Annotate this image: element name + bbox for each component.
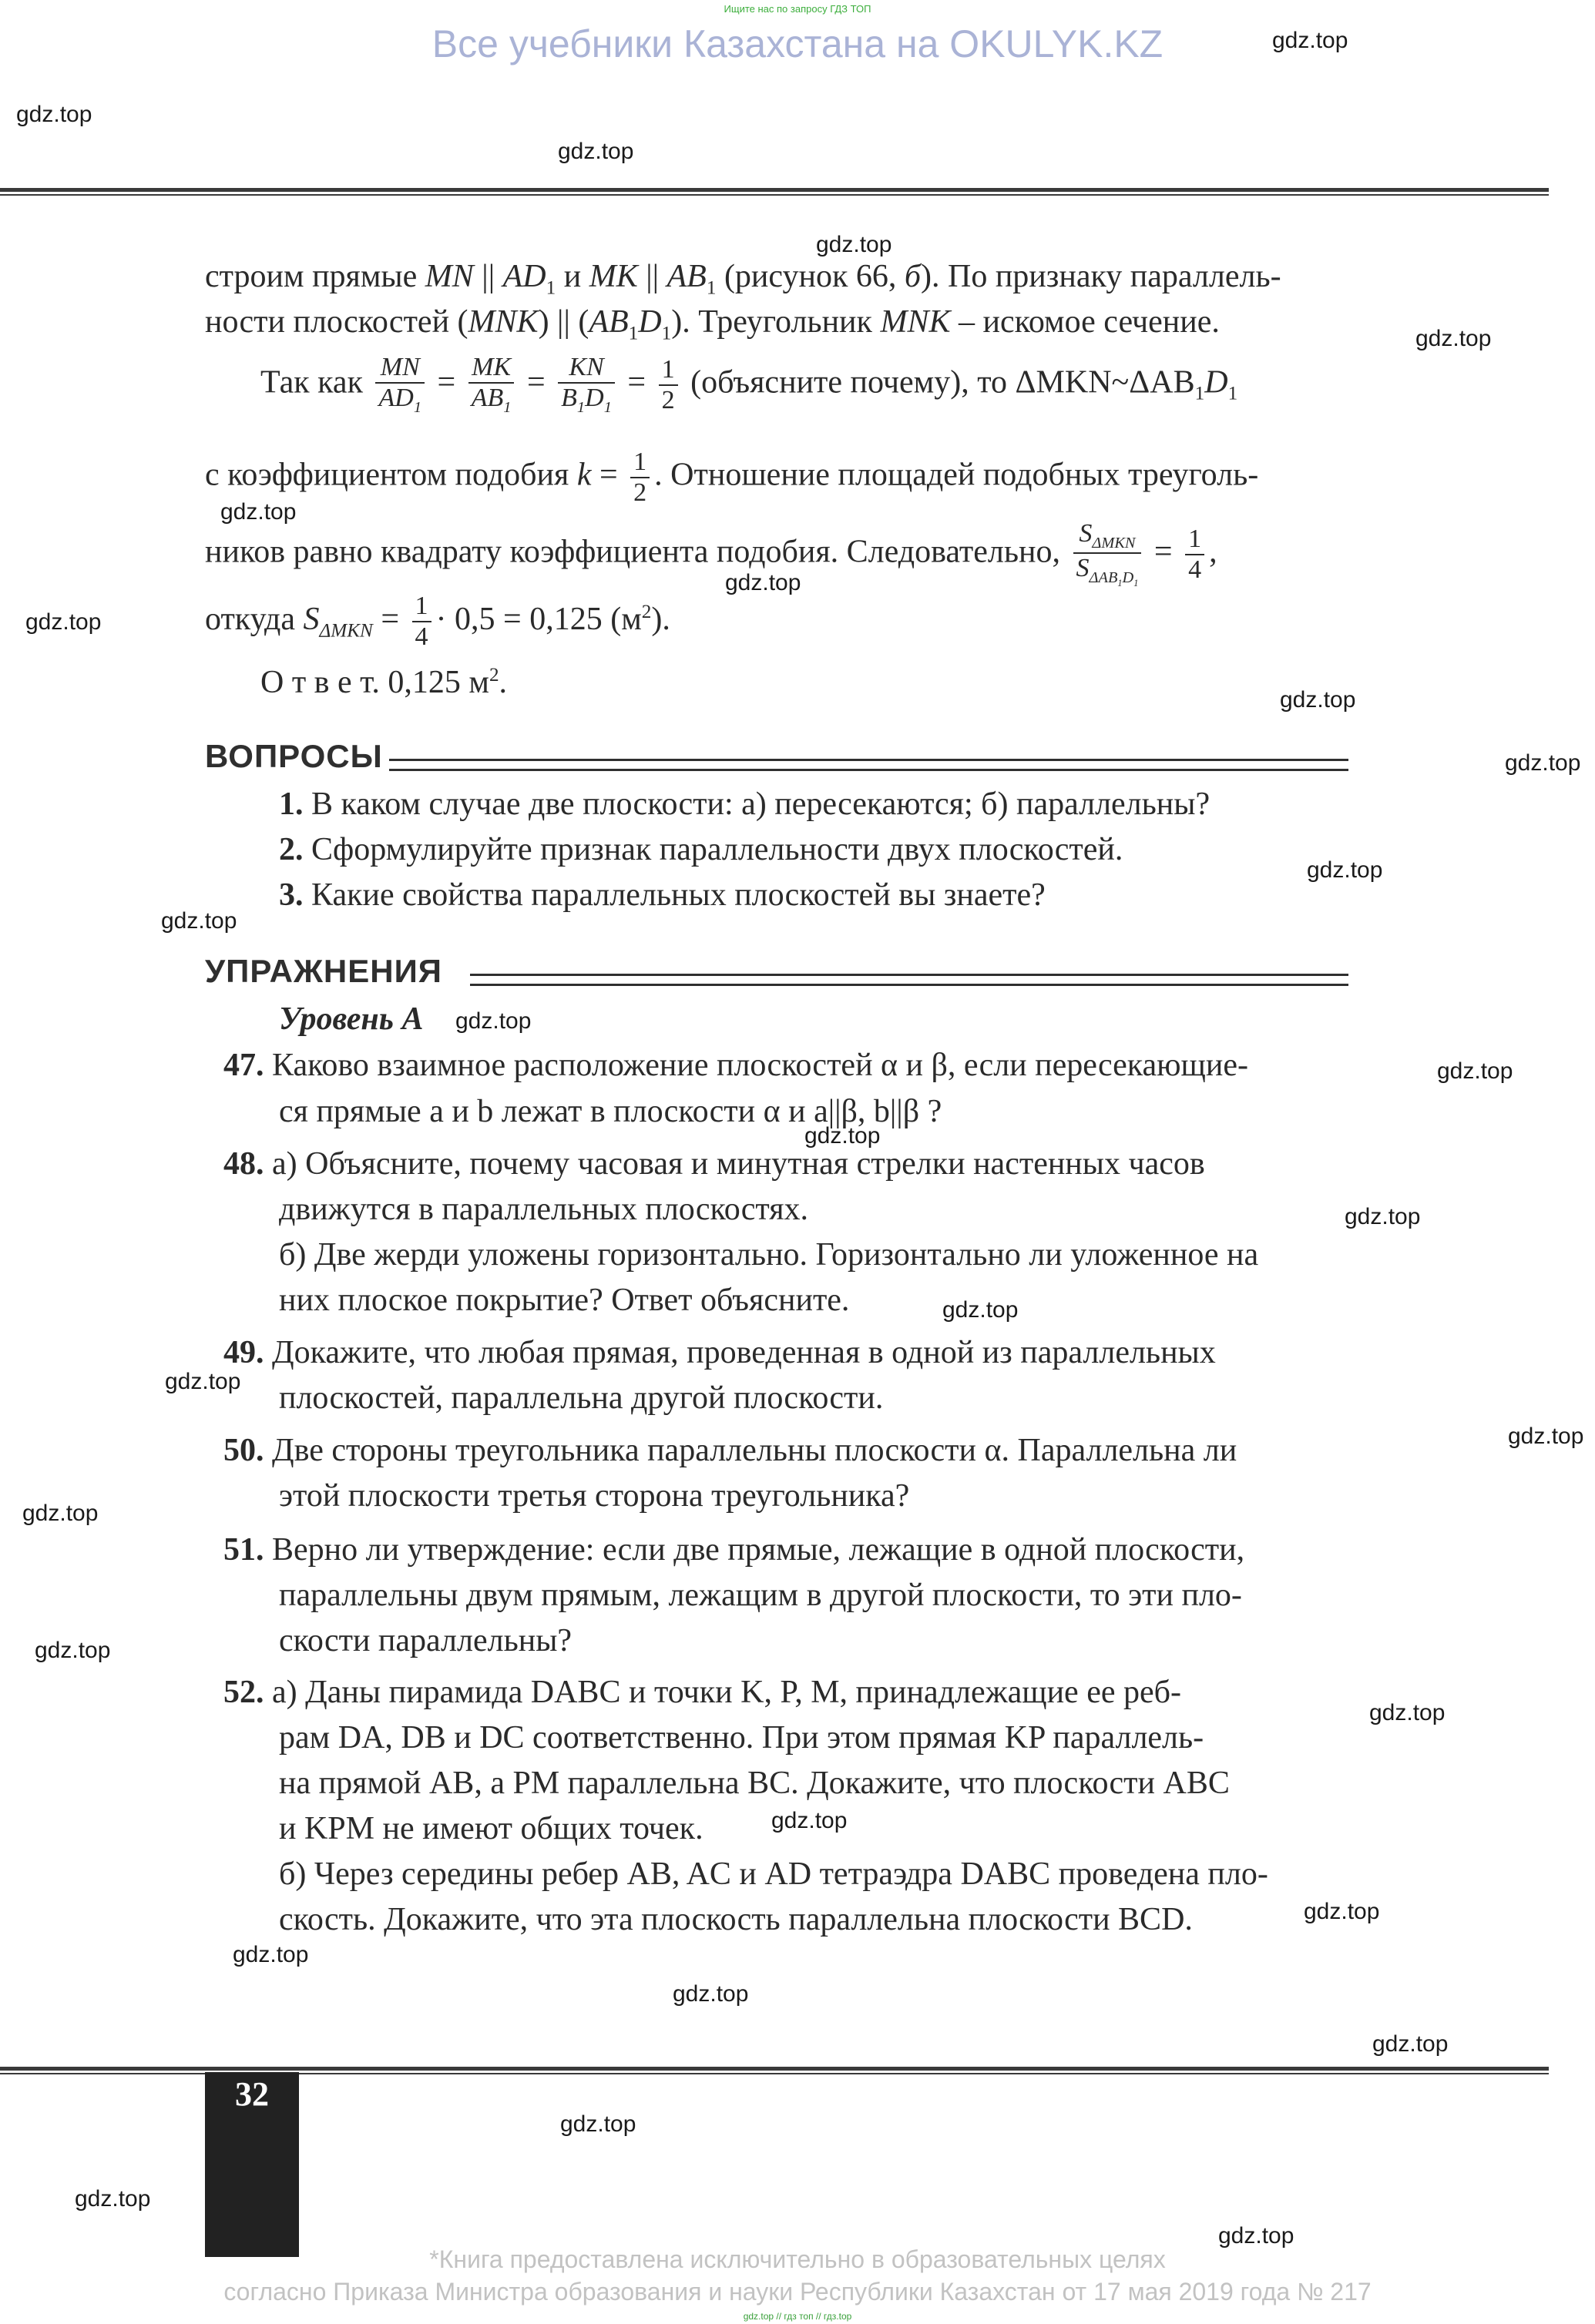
- answer-label: О т в е т.: [260, 665, 380, 700]
- watermark: gdz.top: [455, 1008, 532, 1034]
- watermark: gdz.top: [673, 1981, 749, 2007]
- top-rule-thin: [0, 194, 1549, 196]
- watermark: gdz.top: [1345, 1204, 1421, 1229]
- watermark: gdz.top: [16, 102, 92, 127]
- watermark: gdz.top: [942, 1297, 1019, 1323]
- watermark: gdz.top: [233, 1942, 309, 1967]
- watermark: gdz.top: [1218, 2223, 1294, 2249]
- exercise-48-cont-2: б) Две жерди уложены горизонтально. Горизонтально ли уложенное на: [279, 1237, 1259, 1273]
- watermark: gdz.top: [725, 570, 801, 595]
- exercise-52-cont-5: скость. Докажите, что эта плоскость параллельна плоскости BCD.: [279, 1902, 1193, 1937]
- watermark: gdz.top: [1508, 1424, 1584, 1449]
- watermark: gdz.top: [1437, 1058, 1513, 1084]
- solution-line-1: строим прямые MN || $AD_1$ и MK || $AB_1$ (рисунок 66, б). По признаку параллель-: [205, 259, 1281, 299]
- watermark: gdz.top: [1415, 326, 1492, 351]
- exercise-51-cont-1: параллельны двум прямым, лежащим в другой плоскости, то эти пло-: [279, 1578, 1242, 1613]
- question-3: 3. Какие свойства параллельных плоскостей вы знаете?: [279, 877, 1046, 913]
- questions-heading: ВОПРОСЫ: [205, 738, 383, 774]
- exercise-52-cont-1: рам DA, DB и DC соответственно. При этом прямая KP параллель-: [279, 1720, 1204, 1756]
- watermark: gdz.top: [1307, 857, 1383, 883]
- watermark: gdz.top: [1272, 28, 1348, 53]
- exercise-52-cont-4: б) Через середины ребер AB, AC и AD тетраэдра DABC проведена пло-: [279, 1856, 1268, 1892]
- top-rule: [0, 188, 1549, 192]
- watermark: gdz.top: [560, 2111, 636, 2137]
- watermark: gdz.top: [1505, 750, 1581, 776]
- exercises-heading-rule: [470, 974, 1348, 986]
- solution-line-5: ников равно квадрату коэффициента подобия. Следовательно, $\frac{S_{\Delta MKN}}{S_{\Delta AB_1D_1}}$ = $\frac{1}{4}$ ,: [205, 519, 1217, 589]
- exercise-50: 50. Две стороны треугольника параллельны плоскости α. Параллельна ли: [223, 1433, 1237, 1468]
- solution-line-4: с коэффициентом подобия k = $\frac{1}{2}$ . Отношение площадей подобных треуголь-: [205, 448, 1259, 507]
- exercise-47-cont: ся прямые a и b лежат в плоскости α и a||β, b||β ?: [279, 1094, 942, 1129]
- answer-value: 0,125 м: [388, 665, 489, 700]
- watermark: gdz.top: [816, 232, 892, 257]
- watermark: gdz.top: [1369, 1700, 1446, 1725]
- answer: О т в е т. 0,125 $м^2$.: [260, 665, 508, 700]
- watermark: gdz.top: [804, 1123, 881, 1149]
- exercise-48-cont-3: них плоское покрытие? Ответ объясните.: [279, 1283, 850, 1318]
- solution-line-2: ности плоскостей (MNK) || $(AB_1D_1)$. Треугольник MNK – искомое сечение.: [205, 304, 1220, 344]
- watermark: gdz.top: [771, 1808, 848, 1833]
- footer-line-2: согласно Приказа Министра образования и науки Республики Казахстан от 17 мая 2019 года № 217: [223, 2278, 1372, 2306]
- exercises-heading: УПРАЖНЕНИЯ: [205, 953, 442, 989]
- exercise-49-cont: плоскостей, параллельна другой плоскости.: [279, 1380, 884, 1416]
- footer-line-1: *Книга предоставлена исключительно в образовательных целях: [429, 2245, 1166, 2273]
- questions-heading-rule: [389, 759, 1348, 771]
- watermark: gdz.top: [1372, 2031, 1449, 2057]
- exercise-51-cont-2: скости параллельны?: [279, 1623, 573, 1658]
- site-banner[interactable]: Все учебники Казахстана на OKULYK.KZ: [431, 22, 1164, 65]
- exercise-49: 49. Докажите, что любая прямая, проведенная в одной из параллельных: [223, 1335, 1216, 1370]
- level-label: Уровень А: [279, 1001, 424, 1037]
- bottom-rule: [0, 2067, 1549, 2071]
- exercise-52: 52. а) Даны пирамида DABC и точки K, P, M, принадлежащие ее реб-: [223, 1675, 1181, 1710]
- watermark: gdz.top: [220, 499, 297, 525]
- exercise-52-cont-2: на прямой AB, а PM параллельна BC. Докажите, что плоскости ABC: [279, 1766, 1230, 1801]
- solution-line-6: откуда $S_{\Delta MKN}$ = $\frac{1}{4}$ · 0,5 = 0,125 $(м^2)$.: [205, 592, 670, 652]
- page-number: 32: [235, 2075, 269, 2113]
- exercise-48-cont-1: движутся в параллельных плоскостях.: [279, 1192, 809, 1227]
- watermark: gdz.top: [558, 139, 634, 164]
- watermark: gdz.top: [1304, 1899, 1380, 1924]
- watermark: gdz.top: [22, 1501, 99, 1526]
- question-2: 2. Сформулируйте признак параллельности двух плоскостей.: [279, 832, 1123, 867]
- question-1: 1. В каком случае две плоскости: а) пересекаются; б) параллельны?: [279, 786, 1211, 822]
- watermark: gdz.top: [35, 1638, 111, 1663]
- watermark: gdz.top: [161, 908, 237, 934]
- exercise-51: 51. Верно ли утверждение: если две прямые, лежащие в одной плоскости,: [223, 1532, 1245, 1568]
- search-hint: Ищите нас по запросу ГДЗ ТОП: [724, 3, 871, 15]
- watermark: gdz.top: [1280, 687, 1356, 713]
- watermark: gdz.top: [165, 1369, 241, 1394]
- exercise-52-cont-3: и KPM не имеют общих точек.: [279, 1811, 703, 1846]
- watermark: gdz.top: [75, 2186, 151, 2212]
- exercise-50-cont: этой плоскости третья сторона треугольника?: [279, 1478, 910, 1514]
- exercise-47: 47. Каково взаимное расположение плоскостей α и β, если пересекающие-: [223, 1048, 1248, 1083]
- solution-line-3: Так как $\frac{MN}{AD_1}$ = $\frac{MK}{AB_1}$ = $\frac{KN}{B_1D_1}$ = $\frac{1}{2}$ (объясните почему), то $\Delta MKN\sim\Delta AB_1D_1$: [260, 353, 1238, 416]
- watermark: gdz.top: [25, 609, 102, 635]
- exercise-48: 48. а) Объясните, почему часовая и минутная стрелки настенных часов: [223, 1146, 1205, 1182]
- footer-line-3: gdz.top // гдз топ // гдз.top: [743, 2311, 852, 2322]
